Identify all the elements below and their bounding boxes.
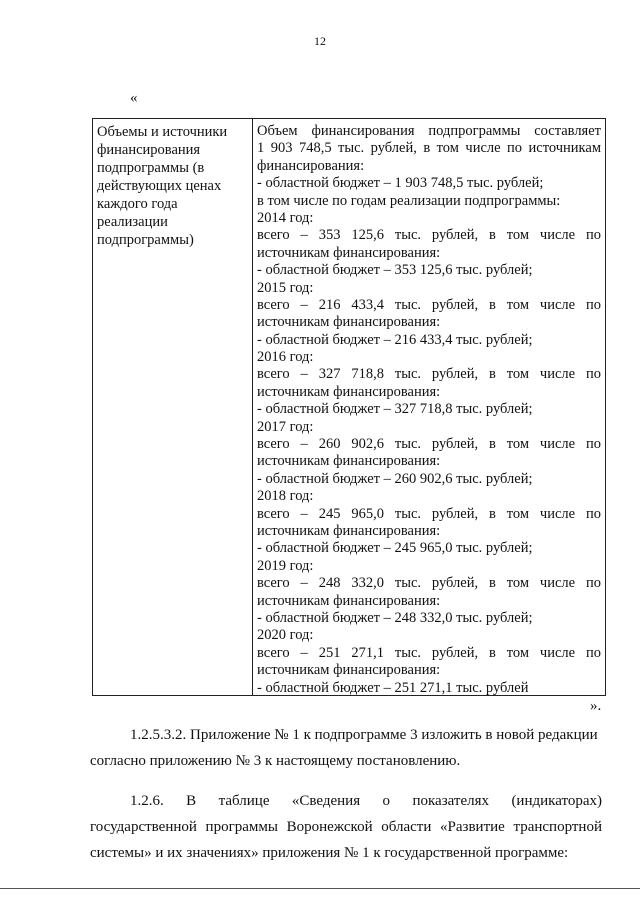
financing-table bbox=[92, 118, 606, 696]
right-cell-line: - областной бюджет – 260 902,6 тыс. рублей; bbox=[257, 470, 533, 487]
right-cell-line: 1 903 748,5 тыс. рублей, в том числе по источникам bbox=[257, 140, 601, 157]
right-cell-line: всего – 245 965,0 тыс. рублей, в том числе по bbox=[257, 505, 601, 522]
right-cell-line: источникам финансирования: bbox=[257, 592, 441, 609]
table-right-cell bbox=[257, 123, 601, 697]
left-cell-line: подпрограммы (в bbox=[97, 160, 205, 176]
right-cell-line: - областной бюджет – 1 903 748,5 тыс. рублей; bbox=[257, 175, 544, 192]
right-cell-line: Объем финансирования подпрограммы составляет bbox=[257, 123, 601, 139]
right-cell-line: - областной бюджет – 327 718,8 тыс. рублей; bbox=[257, 401, 533, 418]
left-cell-line: Объемы и источники bbox=[97, 124, 228, 140]
right-cell-line: источникам финансирования: bbox=[257, 522, 441, 539]
right-cell-line: - областной бюджет – 353 125,6 тыс. рублей; bbox=[257, 262, 533, 279]
right-cell-line: - областной бюджет – 251 271,1 тыс. рублей bbox=[257, 679, 529, 696]
right-cell-line: финансирования: bbox=[257, 157, 365, 174]
close-quote: ». bbox=[590, 698, 602, 714]
right-cell-line: всего – 260 902,6 тыс. рублей, в том числе по bbox=[257, 436, 601, 453]
left-cell-line: финансирования bbox=[97, 142, 201, 158]
table-left-cell bbox=[97, 123, 247, 249]
page-number: 12 bbox=[314, 34, 326, 48]
right-cell-line: источникам финансирования: bbox=[257, 453, 441, 470]
right-cell-line: 2016 год: bbox=[257, 349, 314, 366]
right-cell-line: всего – 248 332,0 тыс. рублей, в том числе по bbox=[257, 575, 601, 592]
footer-rule bbox=[0, 888, 640, 889]
paragraph-1-2-5-3-2 bbox=[90, 722, 602, 774]
left-cell-line: действующих ценах bbox=[97, 178, 222, 194]
right-cell-line: - областной бюджет – 248 332,0 тыс. рублей; bbox=[257, 609, 533, 626]
right-cell-line: всего – 251 271,1 тыс. рублей, в том числе по bbox=[257, 644, 601, 661]
paragraph-line: государственной программы Воронежской области «Развитие транспортной bbox=[90, 819, 602, 835]
right-cell-line: источникам финансирования: bbox=[257, 662, 441, 679]
paragraph-1-2-6 bbox=[90, 788, 602, 866]
right-cell-line: 2019 год: bbox=[257, 557, 314, 574]
paragraph-line: системы» и их значениях» приложения № 1 к государственной программе: bbox=[90, 845, 569, 861]
table-column-divider bbox=[252, 119, 253, 695]
right-cell-line: источникам финансирования: bbox=[257, 314, 441, 331]
paragraph-line: 1.2.5.3.2. Приложение № 1 к подпрограмме 3 изложить в новой редакции bbox=[130, 727, 598, 743]
paragraph-line: согласно приложению № 3 к настоящему постановлению. bbox=[90, 753, 461, 769]
right-cell-line: всего – 353 125,6 тыс. рублей, в том числе по bbox=[257, 227, 601, 244]
right-cell-line: - областной бюджет – 245 965,0 тыс. рублей; bbox=[257, 540, 533, 557]
right-cell-line: всего – 216 433,4 тыс. рублей, в том числе по bbox=[257, 296, 601, 313]
right-cell-line: источникам финансирования: bbox=[257, 244, 441, 261]
left-cell-line: каждого года bbox=[97, 196, 178, 212]
right-cell-line: источникам финансирования: bbox=[257, 383, 441, 400]
paragraph-line: 1.2.6. В таблице «Сведения о показателях (индикаторах) bbox=[130, 793, 602, 809]
right-cell-line: 2018 год: bbox=[257, 488, 314, 505]
right-cell-line: в том числе по годам реализации подпрограммы: bbox=[257, 192, 561, 209]
right-cell-line: всего – 327 718,8 тыс. рублей, в том числе по bbox=[257, 366, 601, 383]
right-cell-line: 2017 год: bbox=[257, 418, 314, 435]
left-cell-line: подпрограммы) bbox=[97, 232, 194, 248]
open-quote: « bbox=[130, 90, 138, 106]
left-cell-line: реализации bbox=[97, 214, 168, 230]
right-cell-line: 2014 год: bbox=[257, 209, 314, 226]
right-cell-line: - областной бюджет – 216 433,4 тыс. рублей; bbox=[257, 331, 533, 348]
right-cell-line: 2015 год: bbox=[257, 279, 314, 296]
right-cell-line: 2020 год: bbox=[257, 627, 314, 644]
